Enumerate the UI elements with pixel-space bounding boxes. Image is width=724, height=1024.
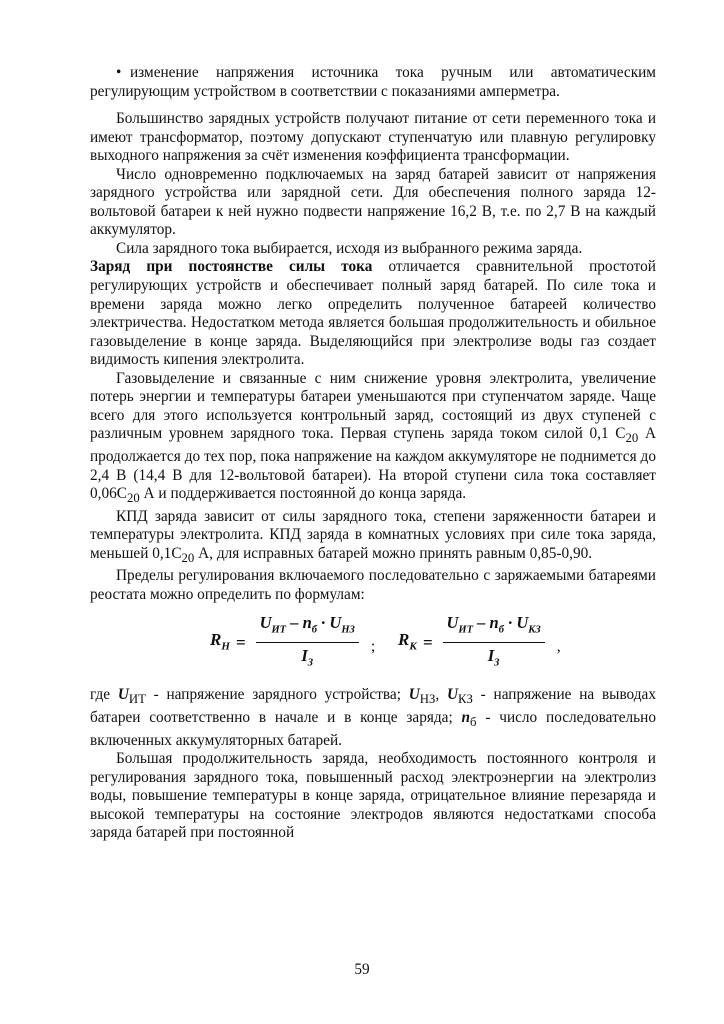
paragraph-battery-count: Число одновременно подключаемых на заряд батарей зависит от напряжения зарядного устройства или зарядной сети. Для обеспечения полного заряда 12-вольтовой батареи к ней нужно подвести напряжение 16,2 В, т.е. по 2,7 В на каждый аккумулятор. [90, 165, 656, 239]
paragraph-disadvantages: Большая продолжительность заряда, необходимость постоянного контроля и регулирования зарядного тока, повышенный расход электроэнергии на электролиз воды, повышение температуры в конце заряда, отрицательное влияние перезаряда и высокой температуры на состояние электродов являются недостатками способа заряда батарей при постоянной [90, 750, 656, 842]
paragraph-rheostat-limits: Пределы регулирования включаемого последовательно с заряжаемыми батареями реостата можно определить по формулам: [90, 567, 656, 603]
formula-rh [210, 612, 375, 674]
subscript: 20 [126, 491, 140, 506]
formula-fraction [256, 614, 359, 674]
formula-punctuation: , [556, 638, 561, 656]
paragraph-stepped-charge [90, 370, 656, 508]
formula-fraction [443, 614, 545, 674]
subscript: 20 [625, 431, 639, 446]
var-u: U [446, 686, 459, 704]
formula-numerator: $U_{ИТ} - n_б \cdot U_{КЗ}$ [443, 614, 545, 644]
subscript: 20 [181, 550, 195, 565]
formula-row [90, 612, 656, 674]
text-segment: А и поддерживается постоянной до конца заряда. [139, 485, 467, 503]
paragraph-charge-current: Сила зарядного тока выбирается, исходя из выбранного режима заряда. [116, 239, 583, 257]
paragraph-efficiency [90, 508, 656, 568]
text-segment: А, для исправных батарей можно принять равным 0,85-0,90. [194, 544, 593, 562]
bullet-icon: • [116, 64, 122, 81]
paragraph-constant-current-text: отличается сравнительной простотой регулирующих устройств и обеспечивает полный заряд батарей. По силе тока и времени заряда можно легко определить полученное батареей количество электричества. Недостатком метода является большая продолжительность и обильное газовыделение в конце заряда. Выделяющийся при электролизе воды газ создает видимость кипения электролита. [90, 258, 656, 369]
formula-denominator: $I_З$ [487, 646, 500, 669]
text-segment: Газовыделение и связанные с ним снижение уровня электролита, увеличение потерь энергии и температуры батареи уменьшаются при ступенчатом заряде. Чаще всего для этого используется контрольный заряд, состоящий из двух ступеней с различным уровнем зарядного тока. Первая ступень заряда током силой 0,1 С [90, 369, 656, 443]
text-segment: КПД заряда зависит от силы зарядного тока, степени заряженности батареи и температуры электролита. КПД заряда в комнатных условиях при силе тока заряда, меньшей 0,1С [90, 507, 656, 562]
page-number: 59 [354, 961, 370, 978]
paragraph-transformer: Большинство зарядных устройств получают питание от сети переменного тока и имеют трансформатор, поэтому допускают ступенчатую или плавную регулировку выходного напряжения за счёт изменения коэффициента трансформации. [90, 110, 656, 165]
formula-punctuation: ; [370, 638, 376, 656]
formula-lhs: $R_Н$ [210, 629, 230, 653]
equals-sign: = [422, 633, 433, 653]
paragraph-variable-definitions: где $U_{ИТ}$ - напряжение зарядного устройства; $U_{НЗ}$, $U_{КЗ}$ - напряжение на выводах батареи соответственно в начале и в конце заряда; $n_б$ - число последовательно включенных аккумуляторных батарей. [90, 686, 656, 749]
var-n: n [461, 709, 471, 727]
page-body [90, 64, 656, 843]
bullet-item [90, 64, 656, 101]
formula-rk [398, 612, 561, 674]
var-u: U [117, 686, 129, 704]
formula-lhs: $R_К$ [398, 629, 417, 653]
text-segment: А продолжается до тех пор, пока напряжение на каждом аккумуляторе не поднимется до 2,4 В (14,4 В для 12-вольтовой батареи). На второй ступени сила тока составляет 0,06С [90, 425, 656, 503]
formula-denominator: $I_З$ [301, 646, 314, 669]
equals-sign: = [235, 633, 246, 653]
paragraph-constant-current [90, 258, 656, 369]
term-constant-current: Заряд при постоянстве силы тока [90, 258, 373, 276]
var-u: U [408, 686, 420, 704]
bullet-text: изменение напряжения источника тока ручным или автоматическим регулирующим устройством в соответствии с показаниями амперметра. [90, 64, 656, 100]
formula-numerator: $U_{ИТ} - n_б \cdot U_{НЗ}$ [256, 614, 359, 644]
